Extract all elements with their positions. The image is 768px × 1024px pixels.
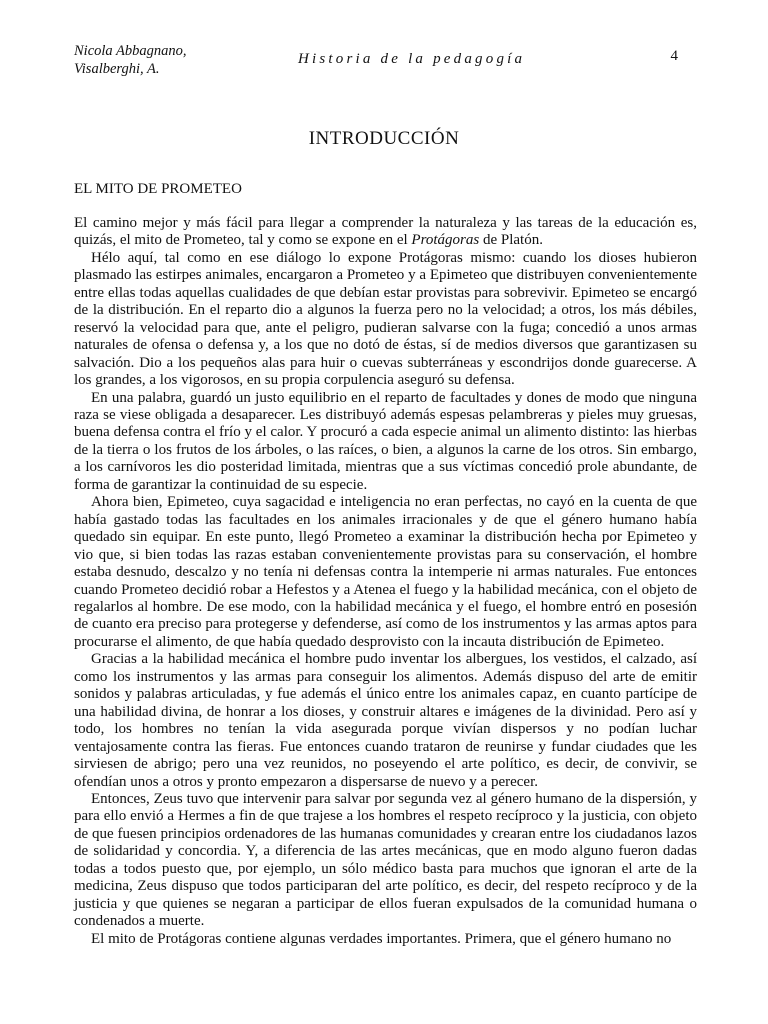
authors-line-2: Visalberghi, A. [74, 61, 160, 77]
paragraph-4: Ahora bien, Epimeteo, cuya sagacidad e inteligencia no eran perfectas, no cayó en la cuenta de que había gastado todas las facultades en los animales irracionales y de que el género humano había quedado sin equipar. En este punto, llegó Prometeo a examinar la distribución hecha por Epimeteo y vio que, si bien todas las razas estaban convenientemente provistas para su conservación, el hombre estaba desnudo, descalzo y no tenía ni defensas contra la intemperie ni armas naturales. Fue entonces cuando Prometeo decidió robar a Hefestos y a Atenea el fuego y la habilidad mecánica, con el objeto de regalarlos al hombre. De ese modo, con la habilidad mecánica y el fuego, el hombre entró en posesión de cuanto era preciso para protegerse y defenderse, así como de los instrumentos y las armas aptos para procurarse el alimento, de que había quedado desprovisto con la incauta distribución de Epimeteo. [74, 494, 697, 650]
paragraph-7: El mito de Protágoras contiene algunas verdades importantes. Primera, que el género humano no [91, 930, 672, 947]
work-title-protagoras: Protágoras [411, 232, 480, 249]
page-number: 4 [670, 48, 678, 64]
paragraph-1 [74, 215, 697, 250]
paragraph-1-after: de Platón. [479, 232, 543, 249]
chapter-title: INTRODUCCIÓN [308, 128, 460, 149]
page-header [74, 42, 678, 82]
paragraph-3: En una palabra, guardó un justo equilibrio en el reparto de facultades y dones de modo que ninguna raza se viese obligada a desaparecer. Les distribuyó además espesas pelambreras y pieles muy gruesas, buena defensa contra el frío y el calor. Y procuró a cada especie animal un alimento distinto: las hierbas de la tierra o los frutos de los árboles, o las raíces, o bien, a algunos la carne de los otros. Sin embargo, a los carnívoros les dio posteridad limitada, mientras que a sus víctimas concedió prole abundante, de forma de garantizar la continuidad de su especie. [74, 389, 697, 493]
body-text [74, 215, 697, 948]
paragraph-6: Entonces, Zeus tuvo que intervenir para salvar por segunda vez al género humano de la dispersión, y para ello envió a Hermes a fin de que trajese a los hombres el respeto recíproco y la justicia, con objeto de que fuesen principios ordenadores de las humanas comunidades y crearan entre los ciudadanos lazos de solidaridad y concordia. Y, a diferencia de las artes mecánicas, que en modo alguno fueron dadas todas a todos puesto que, por ejemplo, un sólo médico basta para muchos que ignoran el arte de la medicina, Zeus dispuso que todos participaran del arte político, es decir, del respeto recíproco y de la justicia y que quienes se negaran a participar de ellos fueran expulsados de la comunidad humana o condenados a muerte. [74, 790, 697, 930]
section-heading: EL MITO DE PROMETEO [74, 181, 242, 197]
paragraph-2: Hélo aquí, tal como en ese diálogo lo expone Protágoras mismo: cuando los dioses hubieron plasmado las estirpes animales, encargaron a Prometeo y a Epimeteo que distribuyen convenientemente entre ellas todas aquellas cualidades de que debían estar provistas para sobrevivir. Epimeteo se encargó de la distribución. En el reparto dio a algunos la fuerza pero no la velocidad; a otros, los más débiles, reservó la velocidad para que, ante el peligro, pudieran salvarse con la fuga; concedió a unos armas naturales de ofensa o defensa y, a los que no dotó de éstas, sí de medios diversos que garantizasen su salvación. Dio a los pequeños alas para huir o cuevas subterráneas y escondrijos donde guarecerse. A los grandes, a los vigorosos, en su propia corpulencia aseguró su defensa. [74, 249, 697, 389]
authors-line-1: Nicola Abbagnano, [74, 43, 187, 59]
paragraph-5: Gracias a la habilidad mecánica el hombre pudo inventar los albergues, los vestidos, el calzado, así como los instrumentos y las armas para conseguir los alimentos. Además dispuso del arte de emitir sonidos y palabras articuladas, y fue además el único entre los animales capaz, en cuanto partícipe de una habilidad divina, de honrar a los dioses, y construir altares e imágenes de la divinidad. Pero así y todo, los hombres no tenían la vida asegurada porque vivían dispersos y no podían luchar ventajosamente contra las fieras. Fue entonces cuando trataron de reunirse y fundar ciudades que les sirviesen de abrigo; pero una vez reunidos, no poseyendo el arte político, es decir, de convivir, se ofendían unos a otros y pronto empezaron a dispersarse de nuevo y a perecer. [74, 651, 697, 790]
paragraph-1-before: El camino mejor y más fácil para llegar a comprender la naturaleza y las tareas de la educación es, quizás, el mito de Prometeo, tal y como se expone en el [74, 215, 697, 249]
book-title: Historia de la pedagogía [298, 51, 526, 67]
authors [74, 42, 187, 78]
